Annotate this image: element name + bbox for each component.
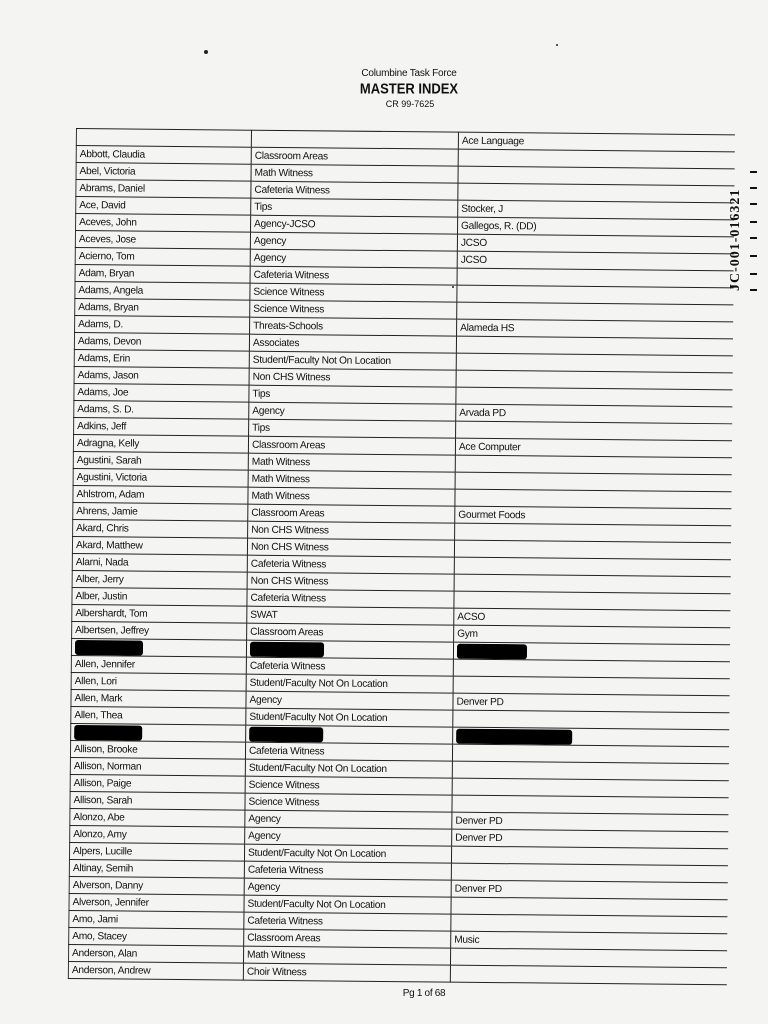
category-cell: Non CHS Witness [248, 521, 455, 540]
affiliation-cell: JCSO [457, 234, 734, 254]
name-cell: Abrams, Daniel [76, 180, 251, 199]
name-cell: Alonzo, Amy [70, 825, 245, 844]
category-cell: Science Witness [245, 776, 452, 795]
category-cell: Agency [249, 402, 456, 421]
category-cell: Student/Faculty Not On Location [245, 759, 452, 778]
category-cell: Science Witness [250, 300, 457, 319]
category-cell [251, 130, 458, 149]
stamp-tick [750, 187, 757, 189]
category-cell: Cafeteria Witness [247, 589, 454, 608]
category-cell: Choir Witness [243, 963, 450, 982]
redaction-cell [453, 727, 730, 747]
category-cell: Student/Faculty Not On Location [249, 351, 456, 370]
name-cell: Albertsen, Jeffrey [72, 621, 247, 640]
name-cell: Ace, David [76, 197, 251, 216]
category-cell: Classroom Areas [248, 436, 455, 455]
name-cell: Amo, Jami [69, 910, 244, 929]
name-cell: Albershardt, Tom [72, 604, 247, 623]
stamp-tick [750, 289, 757, 291]
name-cell: Adams, Jason [74, 366, 249, 385]
category-cell: Classroom Areas [251, 147, 458, 166]
redaction-cell [246, 725, 453, 744]
master-index-body [68, 129, 735, 985]
name-cell: Adkins, Jeff [74, 417, 249, 436]
affiliation-cell: ACSO [454, 608, 731, 628]
category-cell: Math Witness [248, 487, 455, 506]
name-cell: Agustini, Victoria [73, 468, 248, 487]
category-cell: Math Witness [251, 164, 458, 183]
redaction-cell [246, 640, 453, 659]
category-cell: Cafeteria Witness [244, 861, 451, 880]
affiliation-cell: Ace Language [458, 132, 735, 152]
name-cell: Adams, Erin [74, 349, 249, 368]
category-cell: Non CHS Witness [247, 572, 454, 591]
category-cell: Agency [245, 810, 452, 829]
name-cell: Agustini, Sarah [73, 451, 248, 470]
name-cell: Alpers, Lucille [69, 842, 244, 861]
name-cell: Allen, Jennifer [71, 655, 246, 674]
name-cell: Allison, Norman [70, 757, 245, 776]
redaction-bar [249, 727, 323, 743]
redaction-cell [71, 723, 246, 742]
name-cell: Adams, Bryan [75, 298, 250, 317]
category-cell: Cafeteria Witness [244, 912, 451, 931]
header-case-number: CR 99-7625 [385, 99, 435, 109]
category-cell: Tips [251, 198, 458, 217]
category-cell: SWAT [247, 606, 454, 625]
stamp-tick [750, 273, 757, 275]
affiliation-cell [450, 965, 727, 985]
name-cell: Allen, Mark [71, 689, 246, 708]
name-cell: Akard, Matthew [72, 536, 247, 555]
category-cell: Tips [249, 385, 456, 404]
master-index-table [68, 128, 735, 985]
category-cell: Student/Faculty Not On Location [246, 674, 453, 693]
affiliation-cell: Alameda HS [457, 319, 734, 339]
affiliation-cell: Gym [454, 625, 731, 645]
name-cell: Adams, Devon [74, 332, 249, 351]
category-cell: Math Witness [248, 470, 455, 489]
category-cell: Classroom Areas [248, 504, 455, 523]
redaction-bar [74, 725, 142, 741]
affiliation-cell: Denver PD [451, 880, 728, 900]
affiliation-cell: Gourmet Foods [455, 506, 732, 526]
name-cell: Allison, Brooke [70, 740, 245, 759]
affiliation-cell: Denver PD [452, 829, 729, 849]
name-cell: Allen, Thea [71, 706, 246, 725]
category-cell: Cafeteria Witness [251, 181, 458, 200]
category-cell: Student/Faculty Not On Location [244, 895, 451, 914]
affiliation-cell: Denver PD [453, 693, 730, 713]
category-cell: Cafeteria Witness [247, 555, 454, 574]
name-cell: Allison, Sarah [70, 791, 245, 810]
category-cell: Non CHS Witness [247, 538, 454, 557]
name-cell: Adams, Joe [74, 383, 249, 402]
name-cell: Allison, Paige [70, 774, 245, 793]
scan-speck [452, 286, 454, 288]
category-cell: Classroom Areas [247, 623, 454, 642]
bates-stamp-text: JC-001-016321 [728, 188, 743, 291]
redaction-cell [453, 642, 730, 662]
category-cell: Science Witness [245, 793, 452, 812]
name-cell: Alber, Jerry [72, 570, 247, 589]
category-cell: Tips [249, 419, 456, 438]
name-cell: Adragna, Kelly [73, 434, 248, 453]
name-cell: Altinay, Semih [69, 859, 244, 878]
name-cell: Alarni, Nada [72, 553, 247, 572]
category-cell: Cafeteria Witness [250, 266, 457, 285]
page-number: Pg 1 of 68 [402, 988, 446, 999]
scan-speck [204, 50, 208, 54]
affiliation-cell: Arvada PD [456, 404, 733, 424]
affiliation-cell: Gallegos, R. (DD) [457, 217, 734, 237]
name-cell: Aceves, John [76, 214, 251, 233]
master-index-table-wrap [68, 128, 726, 985]
category-cell: Agency [250, 232, 457, 251]
name-cell: Akard, Chris [73, 519, 248, 538]
category-cell: Non CHS Witness [249, 368, 456, 387]
category-cell: Math Witness [243, 946, 450, 965]
name-cell: Adams, D. [75, 315, 250, 334]
name-cell: Alonzo, Abe [70, 808, 245, 827]
redaction-bar [250, 642, 324, 658]
name-cell: Adams, Angela [75, 281, 250, 300]
redaction-bar [457, 643, 527, 659]
document-header [0, 68, 768, 109]
category-cell: Agency-JCSO [251, 215, 458, 234]
affiliation-cell: Denver PD [452, 812, 729, 832]
name-cell: Alverson, Danny [69, 876, 244, 895]
category-cell: Agency [246, 691, 453, 710]
affiliation-cell: Music [451, 931, 728, 951]
name-cell: Anderson, Alan [68, 944, 243, 963]
name-cell: Abbott, Claudia [76, 146, 251, 165]
name-cell: Adams, S. D. [74, 400, 249, 419]
name-cell: Adam, Bryan [75, 264, 250, 283]
affiliation-cell: Ace Computer [455, 438, 732, 458]
name-cell: Ahrens, Jamie [73, 502, 248, 521]
stamp-tick [750, 237, 757, 239]
affiliation-cell: JCSO [457, 251, 734, 271]
category-cell: Science Witness [250, 283, 457, 302]
category-cell: Student/Faculty Not On Location [244, 844, 451, 863]
redaction-bar [75, 640, 143, 656]
header-org: Columbine Task Force [361, 68, 457, 79]
bates-stamp-ticks [750, 165, 758, 295]
stamp-tick [750, 221, 757, 223]
name-cell: Abel, Victoria [76, 163, 251, 182]
stamp-tick [750, 171, 757, 173]
category-cell: Associates [249, 334, 456, 353]
category-cell: Agency [245, 827, 452, 846]
category-cell: Cafeteria Witness [246, 657, 453, 676]
header-title: MASTER INDEX [359, 80, 459, 97]
name-cell: Allen, Lori [71, 672, 246, 691]
category-cell: Agency [244, 878, 451, 897]
page-footer [0, 988, 768, 999]
name-cell: Alber, Justin [72, 587, 247, 606]
name-cell: Acierno, Tom [75, 247, 250, 266]
category-cell: Math Witness [248, 453, 455, 472]
category-cell: Agency [250, 249, 457, 268]
name-cell: Aceves, Jose [75, 231, 250, 250]
scan-speck [556, 44, 558, 46]
bates-stamp [728, 165, 748, 295]
category-cell: Cafeteria Witness [245, 742, 452, 761]
redaction-cell [71, 638, 246, 657]
affiliation-cell: Stocker, J [458, 200, 735, 220]
category-cell: Classroom Areas [244, 929, 451, 948]
name-cell [76, 129, 251, 148]
redaction-bar [456, 728, 572, 744]
stamp-tick [750, 255, 757, 257]
category-cell: Threats-Schools [250, 317, 457, 336]
name-cell: Amo, Stacey [69, 927, 244, 946]
name-cell: Alverson, Jennifer [69, 893, 244, 912]
name-cell: Anderson, Andrew [68, 961, 243, 980]
category-cell: Student/Faculty Not On Location [246, 708, 453, 727]
name-cell: Ahlstrom, Adam [73, 485, 248, 504]
stamp-tick [750, 203, 757, 205]
